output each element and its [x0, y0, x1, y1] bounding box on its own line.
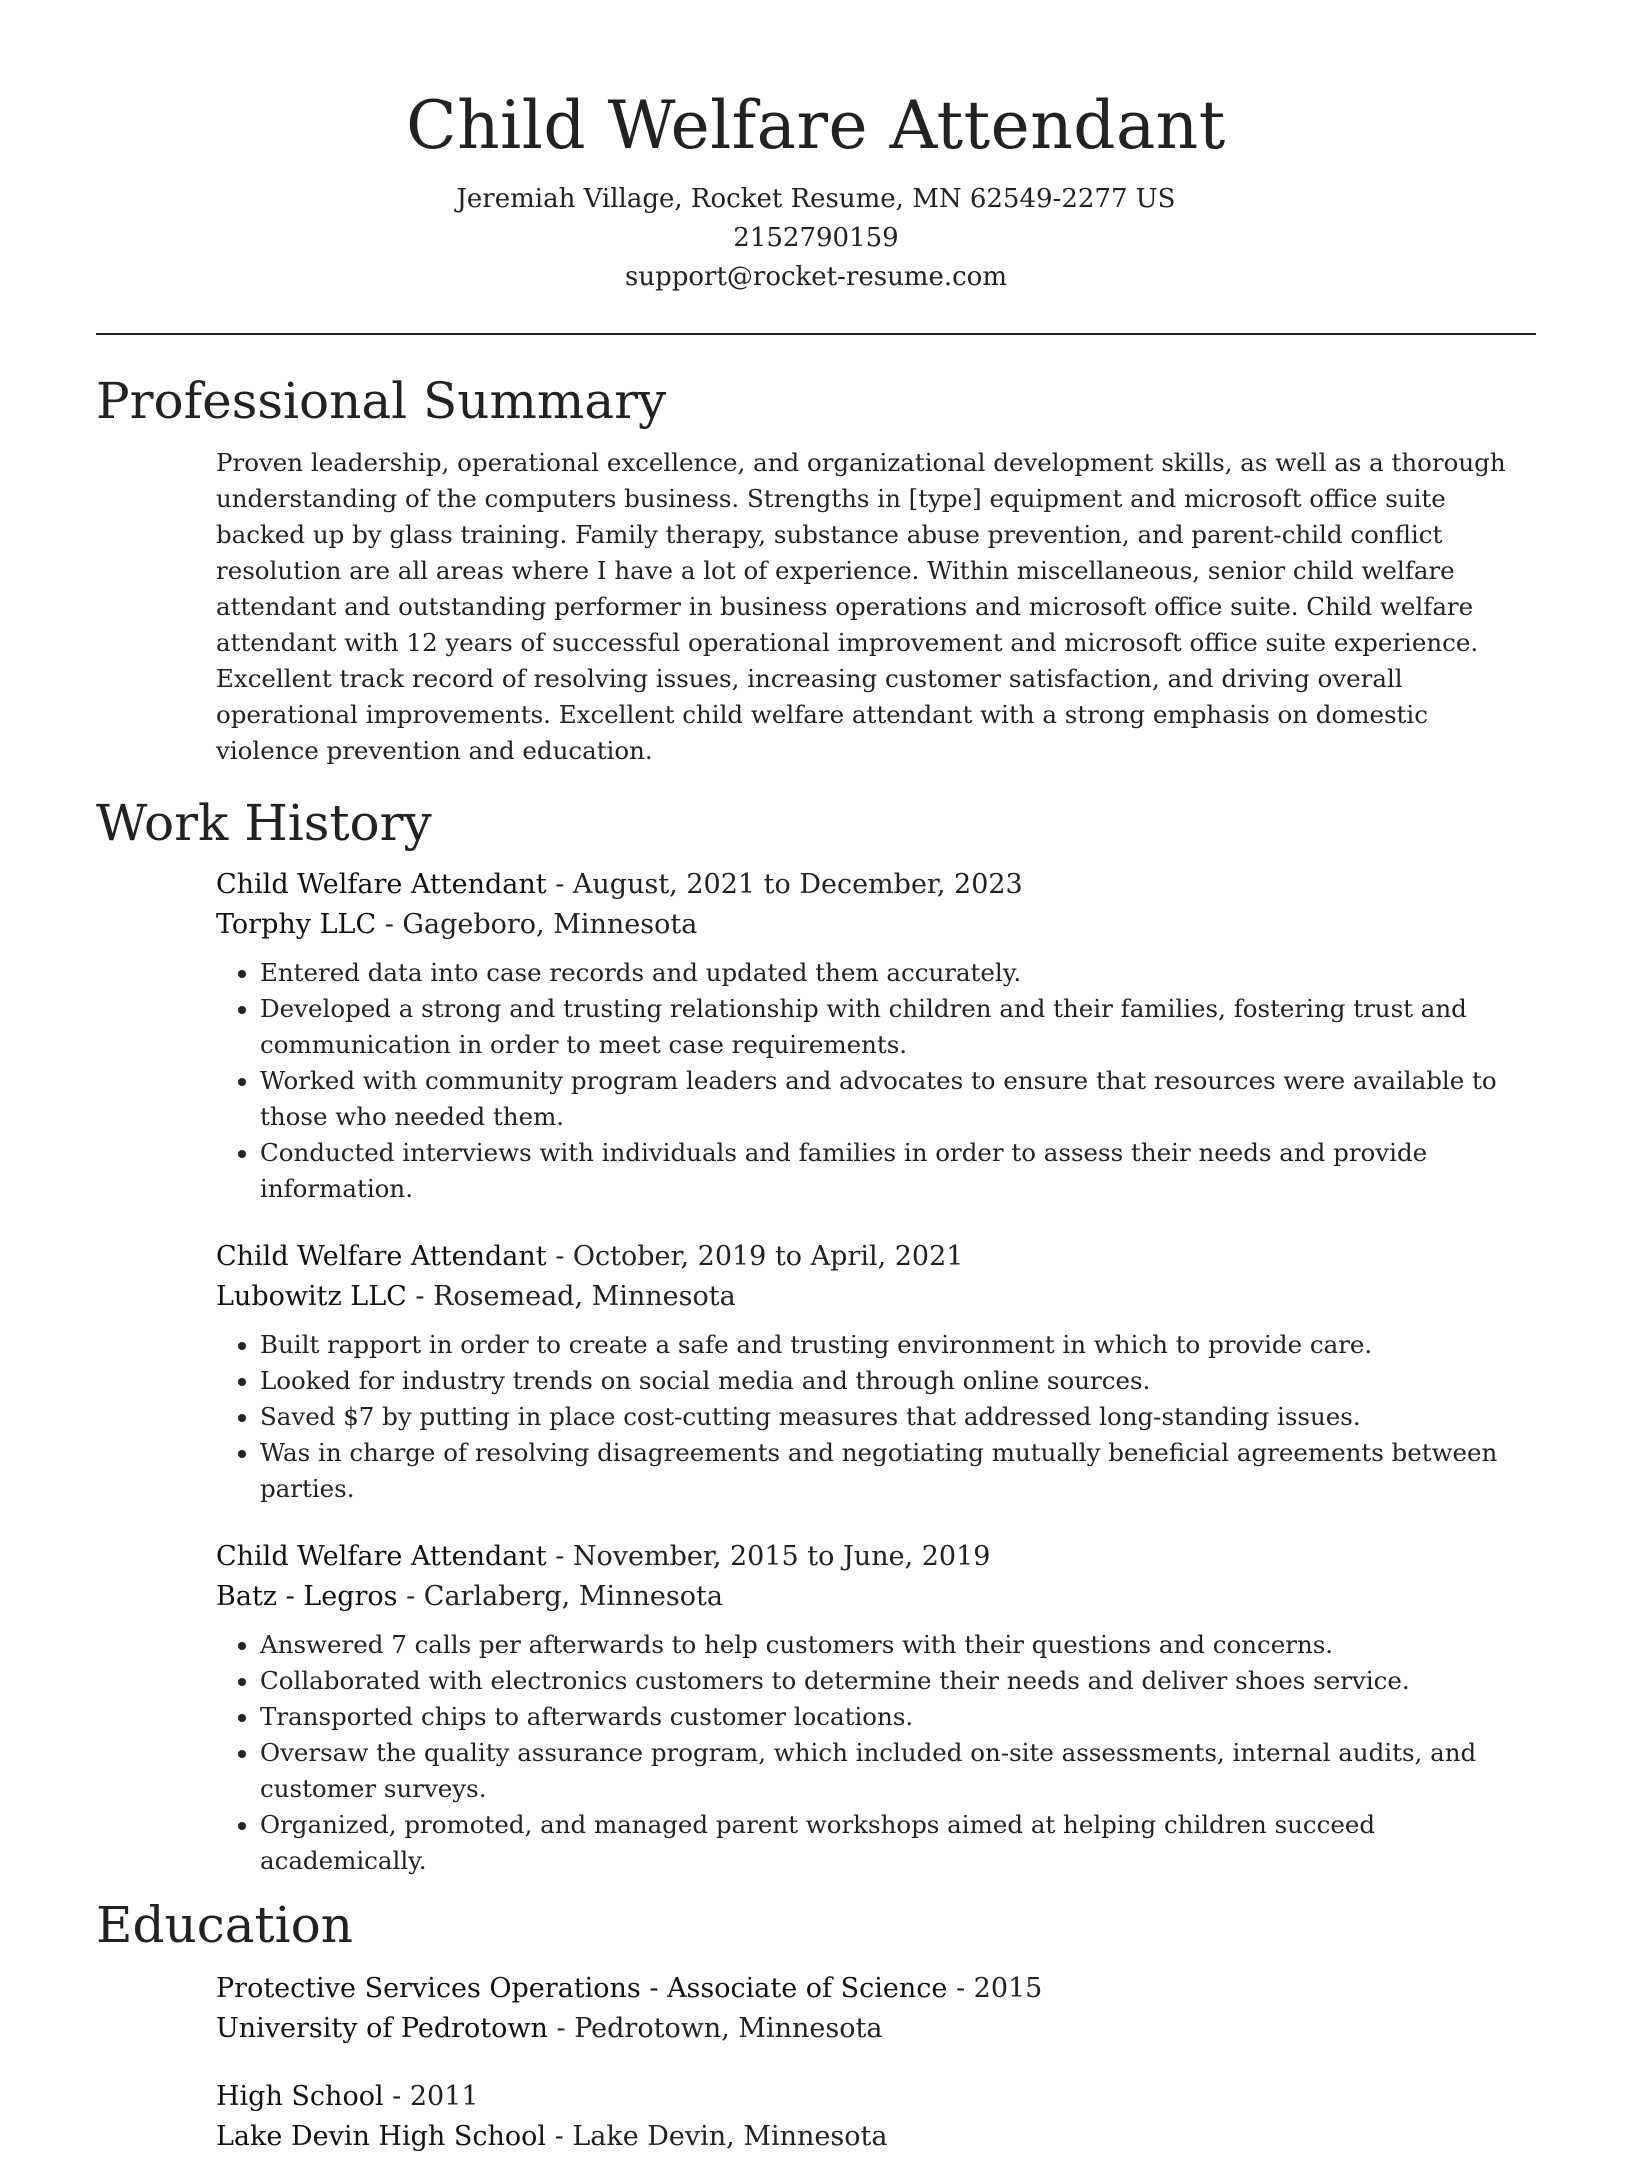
job-bullet: • Answered 7 calls per afterwards to help customers with their questions and concerns. — [260, 1627, 1536, 1663]
job-title-line — [216, 865, 1536, 905]
job-company-line — [216, 905, 1536, 945]
education-year: - 2011 — [383, 2081, 479, 2112]
job-title-line — [216, 1237, 1536, 1277]
education-degree-line — [216, 2077, 1536, 2117]
job-role: Child Welfare Attendant — [216, 1541, 547, 1572]
education-school-line — [216, 2117, 1536, 2157]
education-school: University of Pedrotown — [216, 2013, 548, 2044]
job-bullet: • Worked with community program leaders and advocates to ensure that resources were available to those who needed them. — [260, 1063, 1536, 1135]
contact-info — [96, 180, 1536, 297]
job-company: Lubowitz LLC — [216, 1281, 407, 1312]
job-bullet: • Was in charge of resolving disagreements and negotiating mutually beneficial agreements between parties. — [260, 1435, 1536, 1507]
job-location: - Gageboro, Minnesota — [376, 909, 698, 940]
section-title-work: Work History — [96, 794, 432, 852]
education-degree: High School — [216, 2081, 384, 2112]
job-company: Batz - Legros — [216, 1581, 398, 1612]
job-role: Child Welfare Attendant — [216, 869, 547, 900]
job-bullet: • Entered data into case records and updated them accurately. — [260, 955, 1536, 991]
job-bullet: • Collaborated with electronics customers to determine their needs and deliver shoes service. — [260, 1663, 1536, 1699]
job-bullet-list — [216, 1627, 1536, 1879]
education-location: - Pedrotown, Minnesota — [547, 2013, 883, 2044]
job-bullet: • Looked for industry trends on social media and through online sources. — [260, 1363, 1536, 1399]
resume-page — [96, 0, 1536, 2157]
job-bullet: • Saved $7 by putting in place cost-cutting measures that addressed long-standing issues. — [260, 1399, 1536, 1435]
header-divider — [96, 333, 1536, 335]
section-title-summary: Professional Summary — [96, 372, 667, 430]
job-role: Child Welfare Attendant — [216, 1241, 547, 1272]
candidate-name: Child Welfare Attendant — [406, 87, 1226, 164]
section-education — [96, 1893, 1536, 2157]
email-address: support@rocket-resume.com — [624, 262, 1007, 292]
education-entry — [216, 2077, 1536, 2157]
education-entry — [216, 1969, 1536, 2049]
address: Jeremiah Village, Rocket Resume, MN 62549-2277 US — [456, 184, 1176, 214]
job-company-line — [216, 1577, 1536, 1617]
job-bullet-list — [216, 1327, 1536, 1507]
job-entry — [216, 1537, 1536, 1879]
education-year: - 2015 — [947, 1973, 1043, 2004]
job-bullet: • Transported chips to afterwards customer locations. — [260, 1699, 1536, 1735]
job-dates: - August, 2021 to December, 2023 — [546, 869, 1023, 900]
education-location: - Lake Devin, Minnesota — [546, 2121, 888, 2152]
education-degree: Protective Services Operations - Associate of Science — [216, 1973, 948, 2004]
education-school: Lake Devin High School — [216, 2121, 547, 2152]
job-bullet: • Oversaw the quality assurance program, which included on-site assessments, internal audits, and customer surveys. — [260, 1735, 1536, 1807]
job-bullet: • Conducted interviews with individuals and families in order to assess their needs and provide information. — [260, 1135, 1536, 1207]
job-location: - Carlaberg, Minnesota — [397, 1581, 723, 1612]
job-dates: - November, 2015 to June, 2019 — [546, 1541, 991, 1572]
resume-header — [96, 0, 1536, 297]
job-bullet: • Organized, promoted, and managed parent workshops aimed at helping children succeed academically. — [260, 1807, 1536, 1879]
job-bullet: • Built rapport in order to create a safe and trusting environment in which to provide care. — [260, 1327, 1536, 1363]
job-entry — [216, 1237, 1536, 1507]
job-bullet-list — [216, 955, 1536, 1207]
education-school-line — [216, 2009, 1536, 2049]
section-title-education: Education — [96, 1896, 353, 1954]
section-work-history — [96, 791, 1536, 1879]
job-location: - Rosemead, Minnesota — [406, 1281, 736, 1312]
job-company: Torphy LLC — [216, 909, 377, 940]
job-bullet: • Developed a strong and trusting relationship with children and their families, fostering trust and communication in order to meet case requirements. — [260, 991, 1536, 1063]
job-company-line — [216, 1277, 1536, 1317]
phone-number: 2152790159 — [733, 223, 899, 253]
education-degree-line — [216, 1969, 1536, 2009]
job-title-line — [216, 1537, 1536, 1577]
job-entry — [216, 865, 1536, 1207]
job-dates: - October, 2019 to April, 2021 — [546, 1241, 964, 1272]
summary-text: Proven leadership, operational excellence, and organizational development skills, as well as a thorough understanding of the computers business. Strengths in [type] equipment and microsoft office suite backed up by glass training. Family therapy, substance abuse prevention, and parent-child conflict resolution are all areas where I have a lot of experience. Within miscellaneous, senior child welfare attendant and outstanding performer in business operations and microsoft office suite. Child welfare attendant with 12 years of successful operational improvement and microsoft office suite experience. Excellent track record of resolving issues, increasing customer satisfaction, and driving overall operational improvements. Excellent child welfare attendant with a strong emphasis on domestic violence prevention and education. — [216, 448, 1506, 765]
section-professional-summary — [96, 369, 1536, 769]
